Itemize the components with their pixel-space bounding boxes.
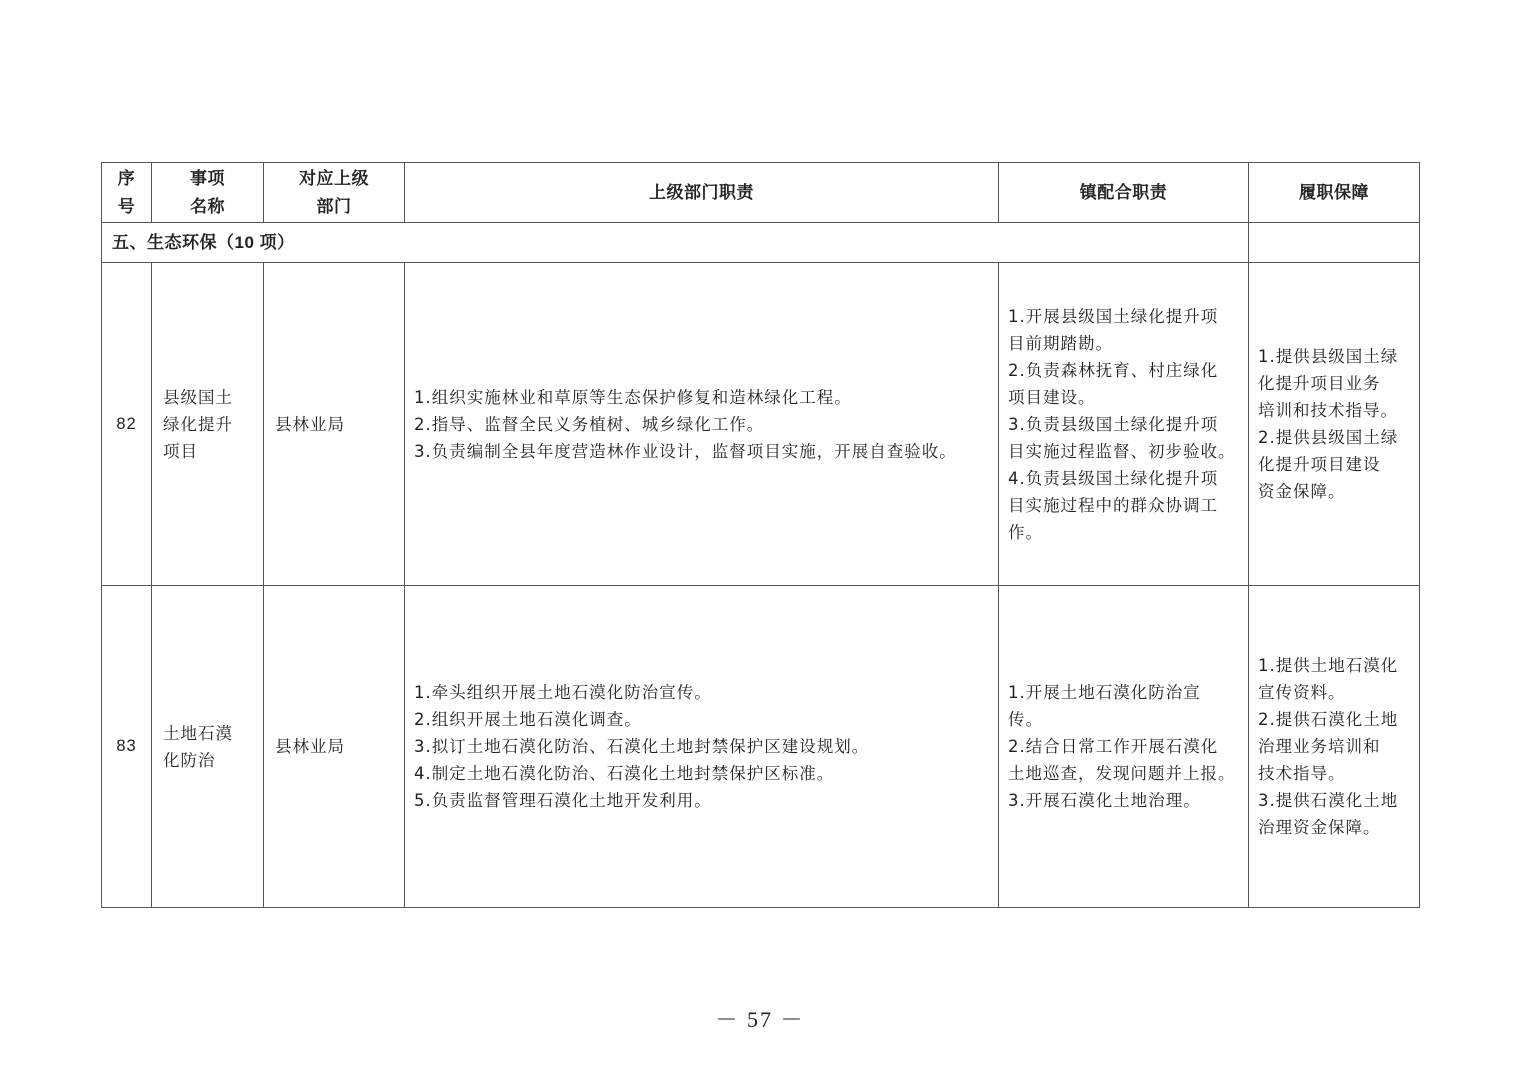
header-upper-dept: 对应上级 部门 (264, 163, 405, 223)
header-item-name: 事项 名称 (152, 163, 264, 223)
header-guarantee: 履职保障 (1249, 163, 1420, 223)
table-row (102, 586, 1420, 908)
row-town-duties: 1.开展县级国土绿化提升项 目前期踏勘。 2.负责森林抚育、村庄绿化 项目建设。 3.负责县级国土绿化提升项 目实施过程监督、初步验收。 4.负责县级国土绿化提升项 目实施过程中的群众协调工 作。 (999, 263, 1249, 586)
section-title: 五、生态环保（10 项） (102, 223, 1249, 263)
row-item-name: 土地石漠 化防治 (152, 586, 264, 908)
row-town-duties: 1.开展土地石漠化防治宣 传。 2.结合日常工作开展石漠化 土地巡查，发现问题并上报。 3.开展石漠化土地治理。 (999, 586, 1249, 908)
row-upper-dept: 县林业局 (264, 263, 405, 586)
page-number: － 57 － (715, 1007, 805, 1032)
section-row (102, 223, 1420, 263)
header-town-duties: 镇配合职责 (999, 163, 1249, 223)
row-guarantee: 1.提供土地石漠化 宣传资料。 2.提供石漠化土地 治理业务培训和 技术指导。 3.提供石漠化土地 治理资金保障。 (1249, 586, 1420, 908)
header-seq: 序 号 (102, 163, 152, 223)
row-seq: 83 (102, 586, 152, 908)
table-row (102, 263, 1420, 586)
row-item-name: 县级国土 绿化提升 项目 (152, 263, 264, 586)
header-upper-duties: 上级部门职责 (405, 163, 999, 223)
row-guarantee: 1.提供县级国土绿 化提升项目业务 培训和技术指导。 2.提供县级国土绿 化提升项目建设 资金保障。 (1249, 263, 1420, 586)
row-upper-duties: 1.牵头组织开展土地石漠化防治宣传。 2.组织开展土地石漠化调查。 3.拟订土地石漠化防治、石漠化土地封禁保护区建设规划。 4.制定土地石漠化防治、石漠化土地封禁保护区标准。 5.负责监督管理石漠化土地开发利用。 (405, 586, 999, 908)
row-upper-dept: 县林业局 (264, 586, 405, 908)
section-empty-cell (1249, 223, 1420, 263)
responsibility-table (101, 162, 1420, 908)
table-header-row (102, 163, 1420, 223)
row-upper-duties: 1.组织实施林业和草原等生态保护修复和造林绿化工程。 2.指导、监督全民义务植树、城乡绿化工作。 3.负责编制全县年度营造林作业设计，监督项目实施，开展自查验收。 (405, 263, 999, 586)
row-seq: 82 (102, 263, 152, 586)
